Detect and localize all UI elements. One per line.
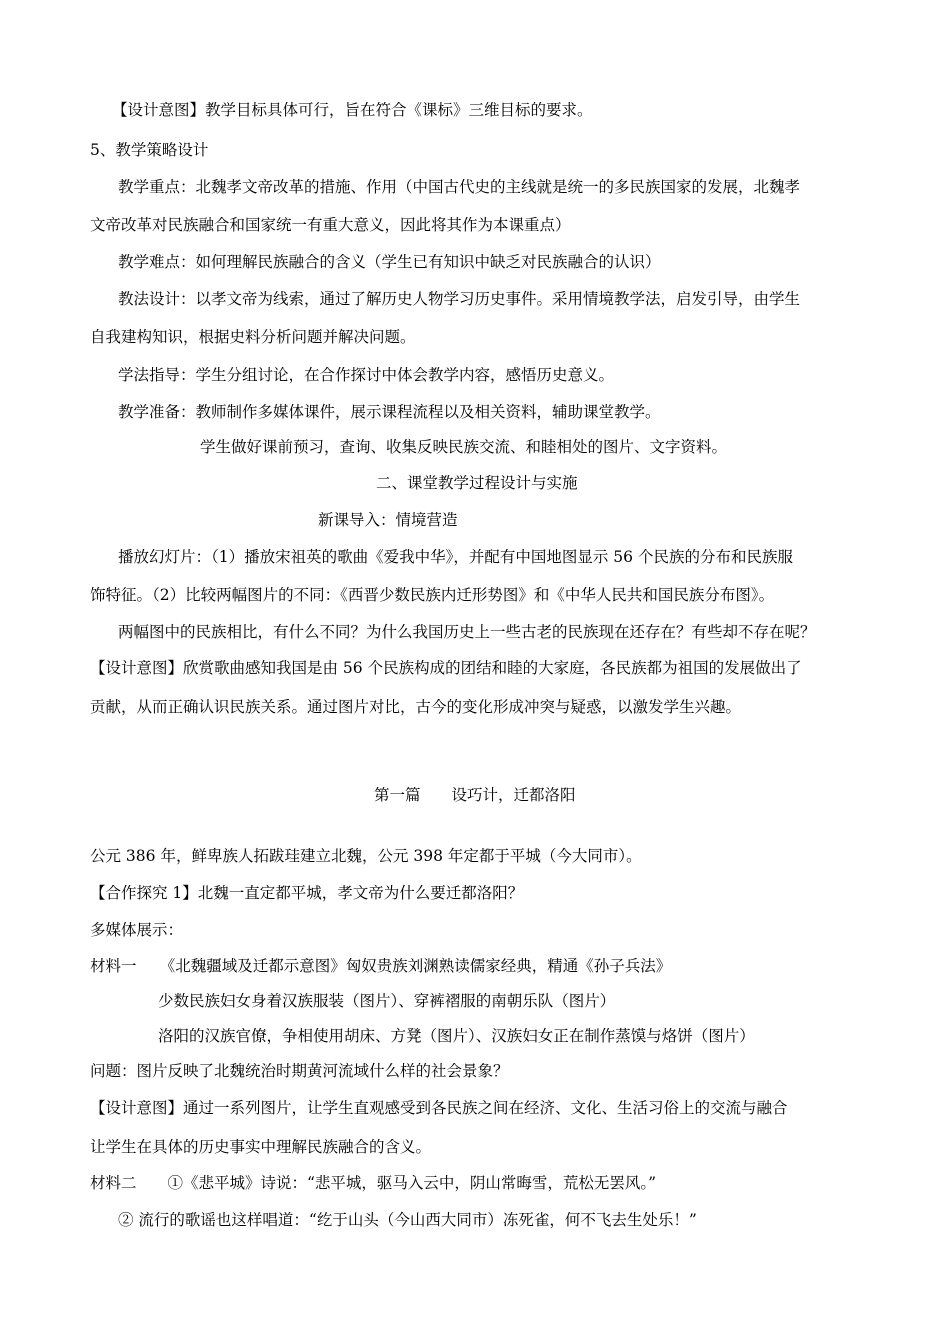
section-heading-strategy: 5、教学策略设计 — [90, 141, 209, 159]
design-intent-2: 【设计意图】欣赏歌曲感知我国是由 56 个民族构成的团结和睦的大家庭，各民族都为祖国的发展做出了 — [90, 659, 802, 677]
teaching-method: 教法设计：以孝文帝为线索，通过了解历史人物学习历史事件。采用情境教学法，启发引导，由学生 — [118, 290, 801, 308]
teaching-method-cont: 自我建构知识，根据史料分析问题并解决问题。 — [90, 328, 416, 346]
design-intent-2-cont: 贡献，从而正确认识民族关系。通过图片对比，古今的变化形成冲突与疑惑，以激发学生兴趣。 — [90, 698, 742, 716]
material-one: 材料一 《北魏疆域及迁都示意图》匈奴贵族刘渊熟读儒家经典，精通《孙子兵法》 — [90, 957, 672, 975]
material-two: 材料二 ①《悲平城》诗说：“悲平城，驱马入云中，阴山常晦雪，荒松无罢风。” — [90, 1174, 657, 1192]
teaching-key-point-cont: 文帝改革对民族融合和国家统一有重大意义，因此将其作为本课重点） — [90, 216, 571, 234]
material-one-line-3: 洛阳的汉族官僚，争相使用胡床、方凳（图片）、汉族妇女正在制作蒸馍与烙饼（图片） — [158, 1027, 755, 1045]
student-preparation: 学生做好课前预习，查询、收集反映民族交流、和睦相处的图片、文字资料。 — [200, 438, 728, 456]
slide-playback-cont: 饰特征。（2）比较两幅图片的不同：《西晋少数民族内迁形势图》和《中华人民共和国民族分布图》。 — [90, 586, 775, 604]
cooperative-inquiry-1: 【合作探究 1】北魏一直定都平城，孝文帝为什么要迁都洛阳？ — [90, 884, 524, 902]
history-fact: 公元 386 年，鲜卑族人拓跋珪建立北魏，公元 398 年定都于平城（今大同市）。 — [90, 847, 642, 865]
section-heading-process: 二、课堂教学过程设计与实施 — [376, 474, 578, 492]
learning-guidance: 学法指导：学生分组讨论，在合作探讨中体会教学内容，感悟历史意义。 — [118, 366, 615, 384]
comparison-question: 两幅图中的民族相比，有什么不同？为什么我国历史上一些古老的民族现在还存在？有些却不存在呢？ — [118, 623, 816, 641]
material-two-line-2: ② 流行的歌谣也这样唱道：“纥于山头（今山西大同市）冻死雀，何不飞去生处乐！” — [118, 1211, 697, 1229]
question-social-scene: 问题：图片反映了北魏统治时期黄河流域什么样的社会景象？ — [90, 1062, 509, 1080]
chapter-title: 第一篇 设巧计，迁都洛阳 — [374, 786, 576, 804]
slide-playback: 播放幻灯片：（1）播放宋祖英的歌曲《爱我中华》，并配有中国地图显示 56 个民族的分布和民族服 — [118, 548, 793, 566]
teaching-key-point: 教学重点：北魏孝文帝改革的措施、作用（中国古代史的主线就是统一的多民族国家的发展，北魏孝 — [118, 178, 801, 196]
teaching-difficulty: 教学难点：如何理解民族融合的含义（学生已有知识中缺乏对民族融合的认识） — [118, 253, 661, 271]
multimedia-label: 多媒体展示： — [90, 921, 184, 939]
teaching-preparation: 教学准备：教师制作多媒体课件，展示课程流程以及相关资料，辅助课堂教学。 — [118, 403, 661, 421]
material-one-line-2: 少数民族妇女身着汉族服装（图片）、穿裤褶服的南朝乐队（图片） — [158, 992, 616, 1010]
design-intent-3: 【设计意图】通过一系列图片，让学生直观感受到各民族之间在经济、文化、生活习俗上的交流与融合 — [90, 1099, 788, 1117]
lesson-intro-heading: 新课导入：情境营造 — [318, 511, 458, 529]
design-intent-3-cont: 让学生在具体的历史事实中理解民族融合的含义。 — [90, 1138, 432, 1156]
design-intent-1: 【设计意图】教学目标具体可行，旨在符合《课标》三维目标的要求。 — [112, 101, 593, 119]
